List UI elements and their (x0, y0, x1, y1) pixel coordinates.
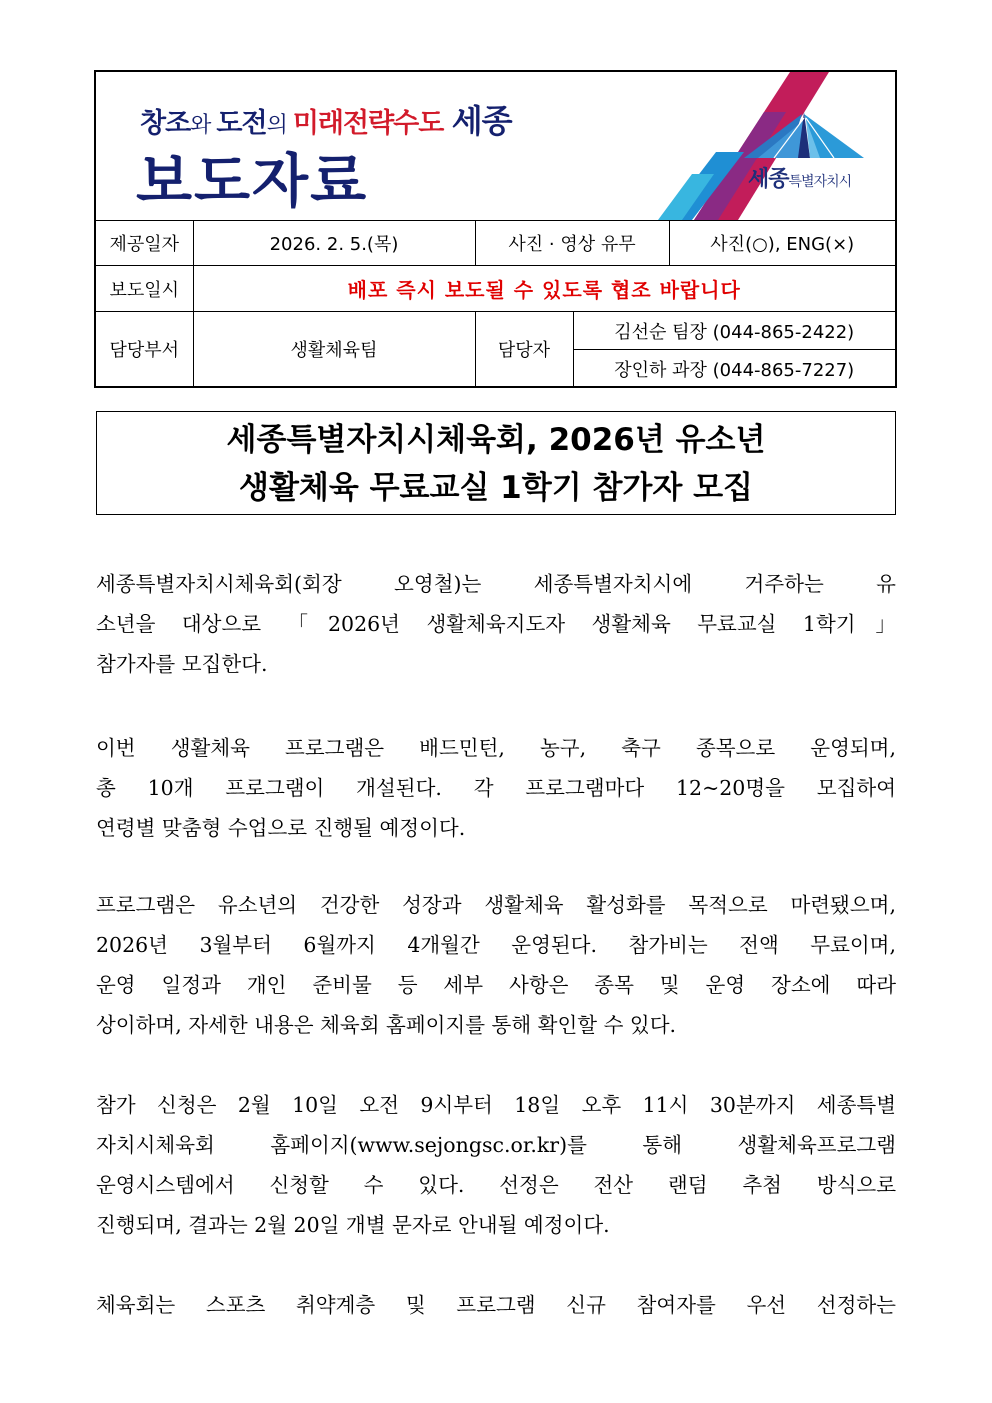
text-line: 총 10개 프로그램이 개설된다. 각 프로그램마다 12~20명을 모집하여 (96, 776, 896, 800)
release-info-table (96, 220, 895, 388)
slogan: 창조와 도전의 미래전략수도 세종 (140, 102, 512, 140)
contact-1: 김선순 팀장 (044-865-2422) (573, 312, 895, 350)
headline-line-2: 생활체육 무료교실 1학기 참가자 모집 (239, 470, 753, 506)
text-line: 프로그램은 유소년의 건강한 성장과 생활체육 활성화를 목적으로 마련됐으며, (96, 893, 896, 917)
paragraph-4 (96, 1085, 896, 1245)
headline-box (96, 411, 896, 515)
text-line: 참가자를 모집한다. (96, 652, 268, 676)
banner (96, 72, 895, 220)
text-line: 연령별 맞춤형 수업으로 진행될 예정이다. (96, 816, 466, 840)
provided-date-value: 2026. 2. 5.(목) (193, 221, 475, 266)
text-line: 체육회는 스포츠 취약계층 및 프로그램 신규 참여자를 우선 선정하는 (96, 1293, 896, 1317)
paragraph-5 (96, 1285, 896, 1325)
contact-label: 담당자 (475, 312, 573, 388)
paragraph-2 (96, 728, 896, 848)
department-value: 생활체육팀 (193, 312, 475, 388)
department-label: 담당부서 (96, 312, 193, 388)
text-line: 진행되며, 결과는 2월 20일 개별 문자로 안내될 예정이다. (96, 1213, 610, 1237)
text-line: 참가 신청은 2월 10일 오전 9시부터 18일 오후 11시 30분까지 세종특별 (96, 1093, 896, 1117)
press-release-title: 보도자료 (136, 147, 369, 215)
text-line: 운영 일정과 개인 준비물 등 세부 사항은 종목 및 운영 장소에 따라 (96, 973, 896, 997)
report-time-notice: 배포 즉시 보도될 수 있도록 협조 바랍니다 (193, 266, 895, 312)
text-line: 2026년 3월부터 6월까지 4개월간 운영된다. 참가비는 전액 무료이며, (96, 933, 896, 957)
text-line: 세종특별자치시체육회(회장 오영철)는 세종특별자치시에 거주하는 유 (96, 572, 896, 596)
report-time-label: 보도일시 (96, 266, 193, 312)
sejong-logo-icon (744, 110, 864, 162)
headline-line-1: 세종특별자치시체육회, 2026년 유소년 (226, 422, 766, 458)
paragraph-1 (96, 564, 896, 684)
media-value: 사진(○), ENG(×) (669, 221, 895, 266)
text-line: 운영시스템에서 신청할 수 있다. 선정은 전산 랜덤 추첨 방식으로 (96, 1173, 896, 1197)
text-line: 이번 생활체육 프로그램은 배드민턴, 농구, 축구 종목으로 운영되며, (96, 736, 896, 760)
text-line: 상이하며, 자세한 내용은 체육회 홈페이지를 통해 확인할 수 있다. (96, 1013, 677, 1037)
paragraph-3 (96, 885, 896, 1045)
media-label: 사진 · 영상 유무 (475, 221, 669, 266)
contact-2: 장인하 과장 (044-865-7227) (573, 350, 895, 388)
text-line: 소년을 대상으로 「2026년 생활체육지도자 생활체육 무료교실 1학기」 (96, 612, 896, 636)
press-release-header (94, 70, 897, 388)
provided-date-label: 제공일자 (96, 221, 193, 266)
sejong-logo-text: 세종특별자치시 (748, 167, 852, 192)
text-line: 자치시체육회 홈페이지(www.sejongsc.or.kr)를 통해 생활체육프로그램 (96, 1133, 896, 1157)
